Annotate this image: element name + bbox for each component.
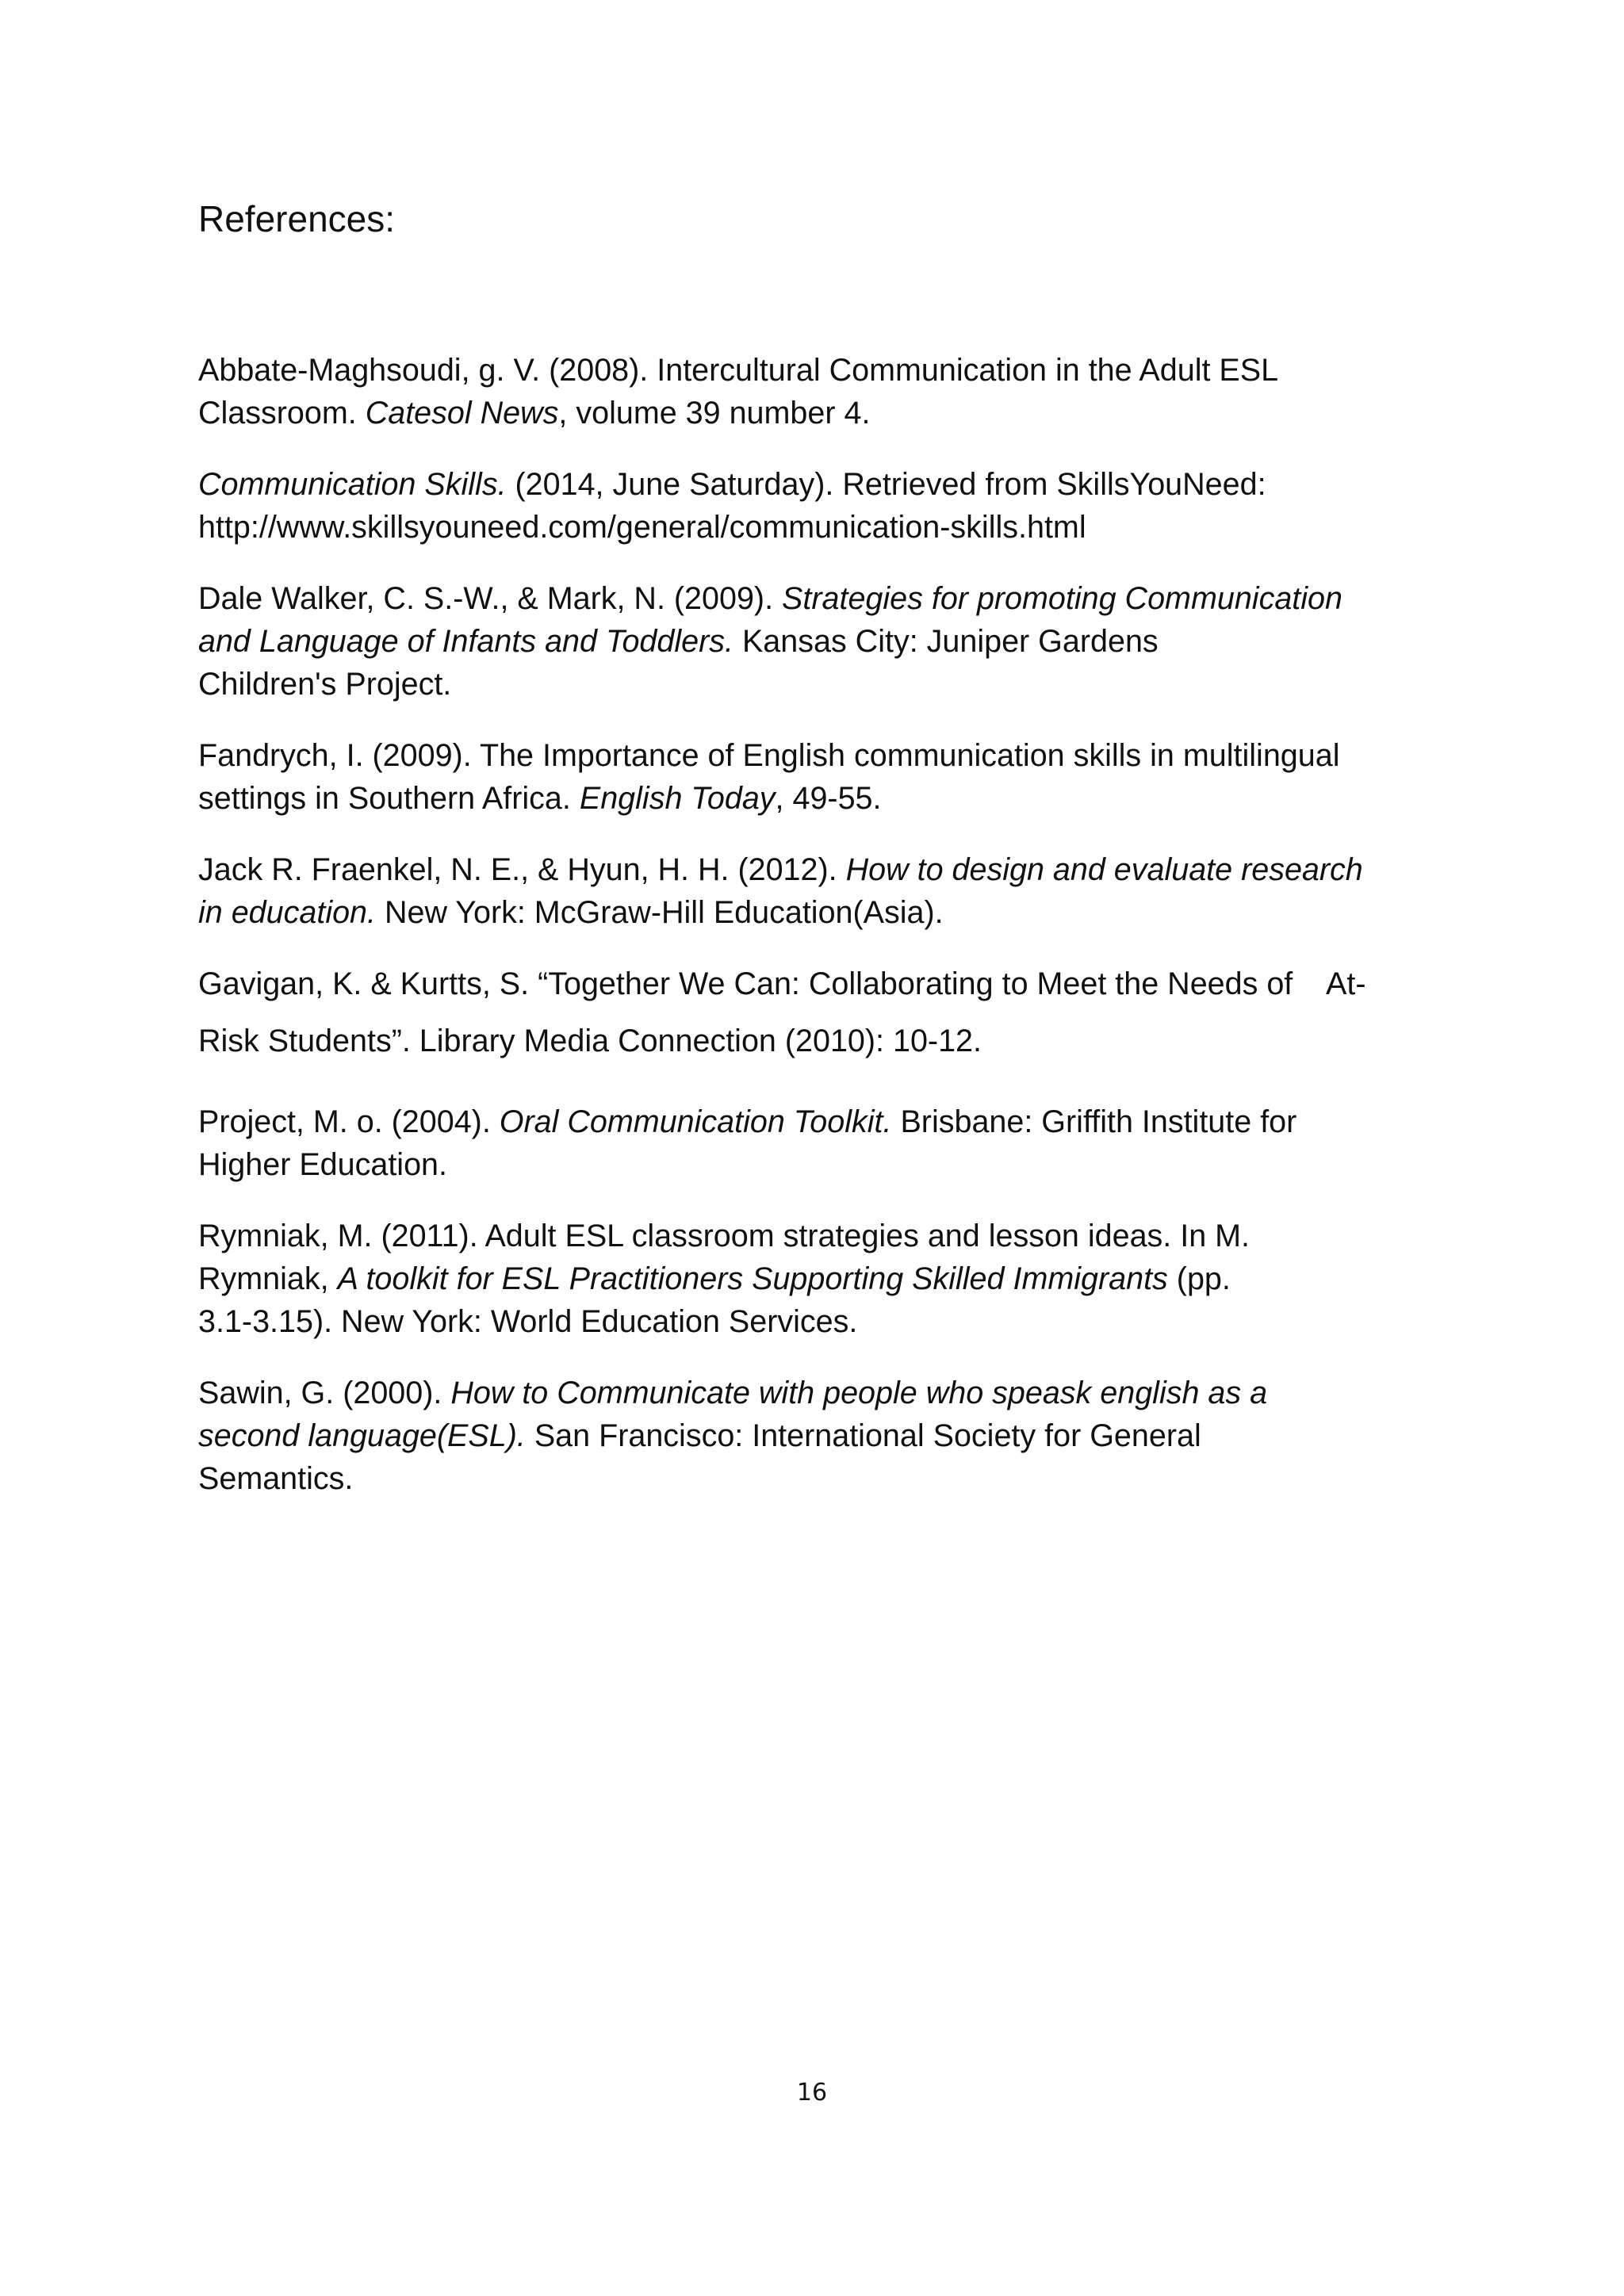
work-title: Strategies for promoting Communication (782, 581, 1342, 616)
reference-line: Communication Skills. (2014, June Saturday). Retrieved from SkillsYouNeed: (198, 467, 1266, 502)
work-title: second language(ESL). (198, 1418, 526, 1453)
page-number: 16 (796, 2079, 828, 2107)
reference-fandrych (198, 734, 1451, 820)
references-heading: References: (198, 198, 396, 239)
work-title: How to design and evaluate research (845, 852, 1363, 887)
reference-line: settings in Southern Africa. English Today, 49-55. (198, 781, 882, 816)
reference-line: Dale Walker, C. S.-W., & Mark, N. (2009). Strategies for promoting Communication (198, 581, 1342, 616)
reference-abbate-maghsoudi (198, 349, 1451, 434)
work-title: in education. (198, 895, 377, 930)
work-title: How to Communicate with people who speask english as a (450, 1376, 1268, 1410)
reference-line: Rymniak, A toolkit for ESL Practitioners Supporting Skilled Immigrants (pp. (198, 1261, 1231, 1296)
journal-title: English Today (579, 781, 776, 816)
journal-title: Catesol News (365, 396, 559, 430)
work-title: and Language of Infants and Toddlers. (198, 624, 733, 659)
reference-dale-walker (198, 577, 1451, 706)
work-title: Oral Communication Toolkit. (499, 1104, 892, 1139)
reference-line: Classroom. Catesol News, volume 39 number 4. (198, 396, 871, 430)
reference-sawin (198, 1372, 1451, 1500)
reference-line: in education. New York: McGraw-Hill Education(Asia). (198, 895, 944, 930)
reference-fraenkel (198, 848, 1451, 934)
reference-line: and Language of Infants and Toddlers. Kansas City: Juniper Gardens (198, 624, 1159, 659)
reference-line: Sawin, G. (2000). How to Communicate with people who speask english as a (198, 1376, 1268, 1410)
reference-line: Children's Project. (198, 667, 452, 702)
reference-line: Rymniak, M. (2011). Adult ESL classroom strategies and lesson ideas. In M. (198, 1219, 1251, 1253)
reference-line: Jack R. Fraenkel, N. E., & Hyun, H. H. (2012). How to design and evaluate research (198, 852, 1363, 887)
reference-line: Gavigan, K. & Kurtts, S. “Together We Can: Collaborating to Meet the Needs of At- (198, 966, 1366, 1001)
reference-line: 3.1-3.15). New York: World Education Services. (198, 1304, 858, 1339)
reference-line: Risk Students”. Library Media Connection (2010): 10-12. (198, 1024, 982, 1058)
work-title: A toolkit for ESL Practitioners Supporting Skilled Immigrants (337, 1261, 1168, 1296)
reference-line: Project, M. o. (2004). Oral Communication Toolkit. Brisbane: Griffith Institute for (198, 1104, 1297, 1139)
reference-list (198, 349, 1451, 1529)
work-title: Communication Skills. (198, 467, 507, 502)
reference-rymniak (198, 1215, 1451, 1343)
reference-communication-skills (198, 463, 1451, 549)
reference-url: http://www.skillsyouneed.com/general/communication-skills.html (198, 510, 1086, 545)
reference-project (198, 1100, 1451, 1186)
reference-line: Fandrych, I. (2009). The Importance of English communication skills in multilingual (198, 738, 1340, 773)
reference-line: second language(ESL). San Francisco: International Society for General (198, 1418, 1201, 1453)
reference-line: Higher Education. (198, 1147, 447, 1182)
reference-line: Semantics. (198, 1461, 354, 1496)
reference-line: Abbate-Maghsoudi, g. V. (2008). Intercultural Communication in the Adult ESL (198, 353, 1279, 388)
reference-gavigan (198, 962, 1451, 1062)
